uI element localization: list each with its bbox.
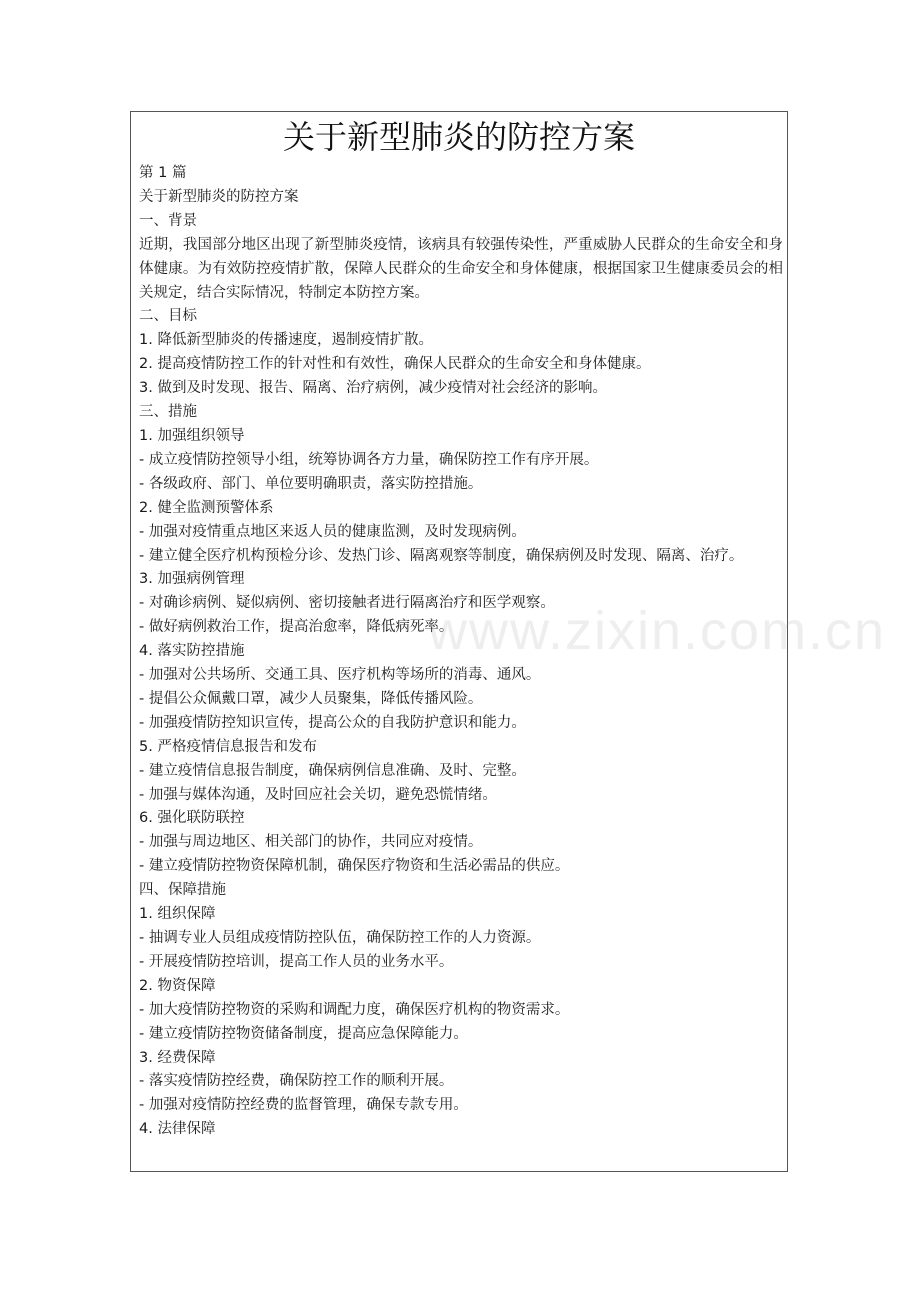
measure-bullet: - 加强与媒体沟通，及时回应社会关切，避免恐慌情绪。 xyxy=(139,786,497,803)
guarantee-heading: 2. 物资保障 xyxy=(139,977,216,994)
document-title: 关于新型肺炎的防控方案 xyxy=(282,118,635,156)
measure-bullet: - 加强对公共场所、交通工具、医疗机构等场所的消毒、通风。 xyxy=(139,667,541,684)
measure-heading: 6. 强化联防联控 xyxy=(139,810,245,827)
measure-bullet: - 成立疫情防控领导小组，统筹协调各方力量，确保防控工作有序开展。 xyxy=(139,451,599,468)
measure-bullet: - 各级政府、部门、单位要明确职责，落实防控措施。 xyxy=(139,475,483,492)
section-heading-guarantee: 四、保障措施 xyxy=(139,882,226,899)
document-page xyxy=(130,111,788,1172)
measure-heading: 4. 落实防控措施 xyxy=(139,643,245,660)
measure-bullet: - 加强对疫情重点地区来返人员的健康监测，及时发现病例。 xyxy=(139,523,526,540)
guarantee-bullet: - 加大疫情防控物资的采购和调配力度，确保医疗机构的物资需求。 xyxy=(139,1001,570,1018)
measure-heading: 3. 加强病例管理 xyxy=(139,571,245,588)
guarantee-bullet: - 开展疫情防控培训，提高工作人员的业务水平。 xyxy=(139,953,454,970)
measure-heading: 5. 严格疫情信息报告和发布 xyxy=(139,738,317,755)
measure-bullet: - 提倡公众佩戴口罩，减少人员聚集，降低传播风险。 xyxy=(139,690,483,707)
guarantee-bullet: - 抽调专业人员组成疫情防控队伍，确保防控工作的人力资源。 xyxy=(139,930,541,946)
guarantee-heading: 3. 经费保障 xyxy=(139,1049,216,1066)
watermark-text: www.zixin.com.cn xyxy=(428,601,887,661)
guarantee-heading: 4. 法律保障 xyxy=(139,1121,216,1138)
measure-heading: 1. 加强组织领导 xyxy=(139,427,245,444)
measure-bullet: - 建立疫情防控物资保障机制，确保医疗物资和生活必需品的供应。 xyxy=(139,858,570,875)
measure-bullet: - 加强疫情防控知识宣传，提高公众的自我防护意识和能力。 xyxy=(139,714,526,731)
measure-bullet: - 做好病例救治工作，提高治愈率，降低病死率。 xyxy=(139,619,454,636)
measure-bullet: - 对确诊病例、疑似病例、密切接触者进行隔离治疗和医学观察。 xyxy=(139,595,555,612)
goal-item: 2. 提高疫情防控工作的针对性和有效性，确保人民群众的生命安全和身体健康。 xyxy=(139,356,651,373)
guarantee-heading: 1. 组织保障 xyxy=(139,906,216,923)
background-paragraph: 近期，我国部分地区出现了新型肺炎疫情，该病具有较强传染性，严重威胁人民群众的生命安全和身体健康。为有效防控疫情扩散，保障人民群众的生命安全和身体健康，根据国家卫生健康委员会的相关规定，结合实际情况，特制定本防控方案。 xyxy=(139,236,783,301)
measure-bullet: - 加强与周边地区、相关部门的协作，共同应对疫情。 xyxy=(139,834,483,851)
document-body xyxy=(131,162,787,1142)
section-heading-goals: 二、目标 xyxy=(139,308,197,325)
section-heading-measures: 三、措施 xyxy=(139,404,197,421)
goal-item: 1. 降低新型肺炎的传播速度，遏制疫情扩散。 xyxy=(139,332,433,349)
guarantee-bullet: - 落实疫情防控经费，确保防控工作的顺利开展。 xyxy=(139,1073,454,1090)
document-subtitle: 关于新型肺炎的防控方案 xyxy=(139,188,299,205)
measure-heading: 2. 健全监测预警体系 xyxy=(139,499,274,516)
guarantee-bullet: - 加强对疫情防控经费的监督管理，确保专款专用。 xyxy=(139,1097,468,1114)
part-label: 第 1 篇 xyxy=(139,165,187,181)
guarantee-bullet: - 建立疫情防控物资储备制度，提高应急保障能力。 xyxy=(139,1025,468,1042)
section-heading-background: 一、背景 xyxy=(139,212,197,229)
goal-item: 3. 做到及时发现、报告、隔离、治疗病例，减少疫情对社会经济的影响。 xyxy=(139,380,607,397)
measure-bullet: - 建立健全医疗机构预检分诊、发热门诊、隔离观察等制度，确保病例及时发现、隔离、治疗。 xyxy=(139,547,744,564)
measure-bullet: - 建立疫情信息报告制度，确保病例信息准确、及时、完整。 xyxy=(139,762,526,779)
